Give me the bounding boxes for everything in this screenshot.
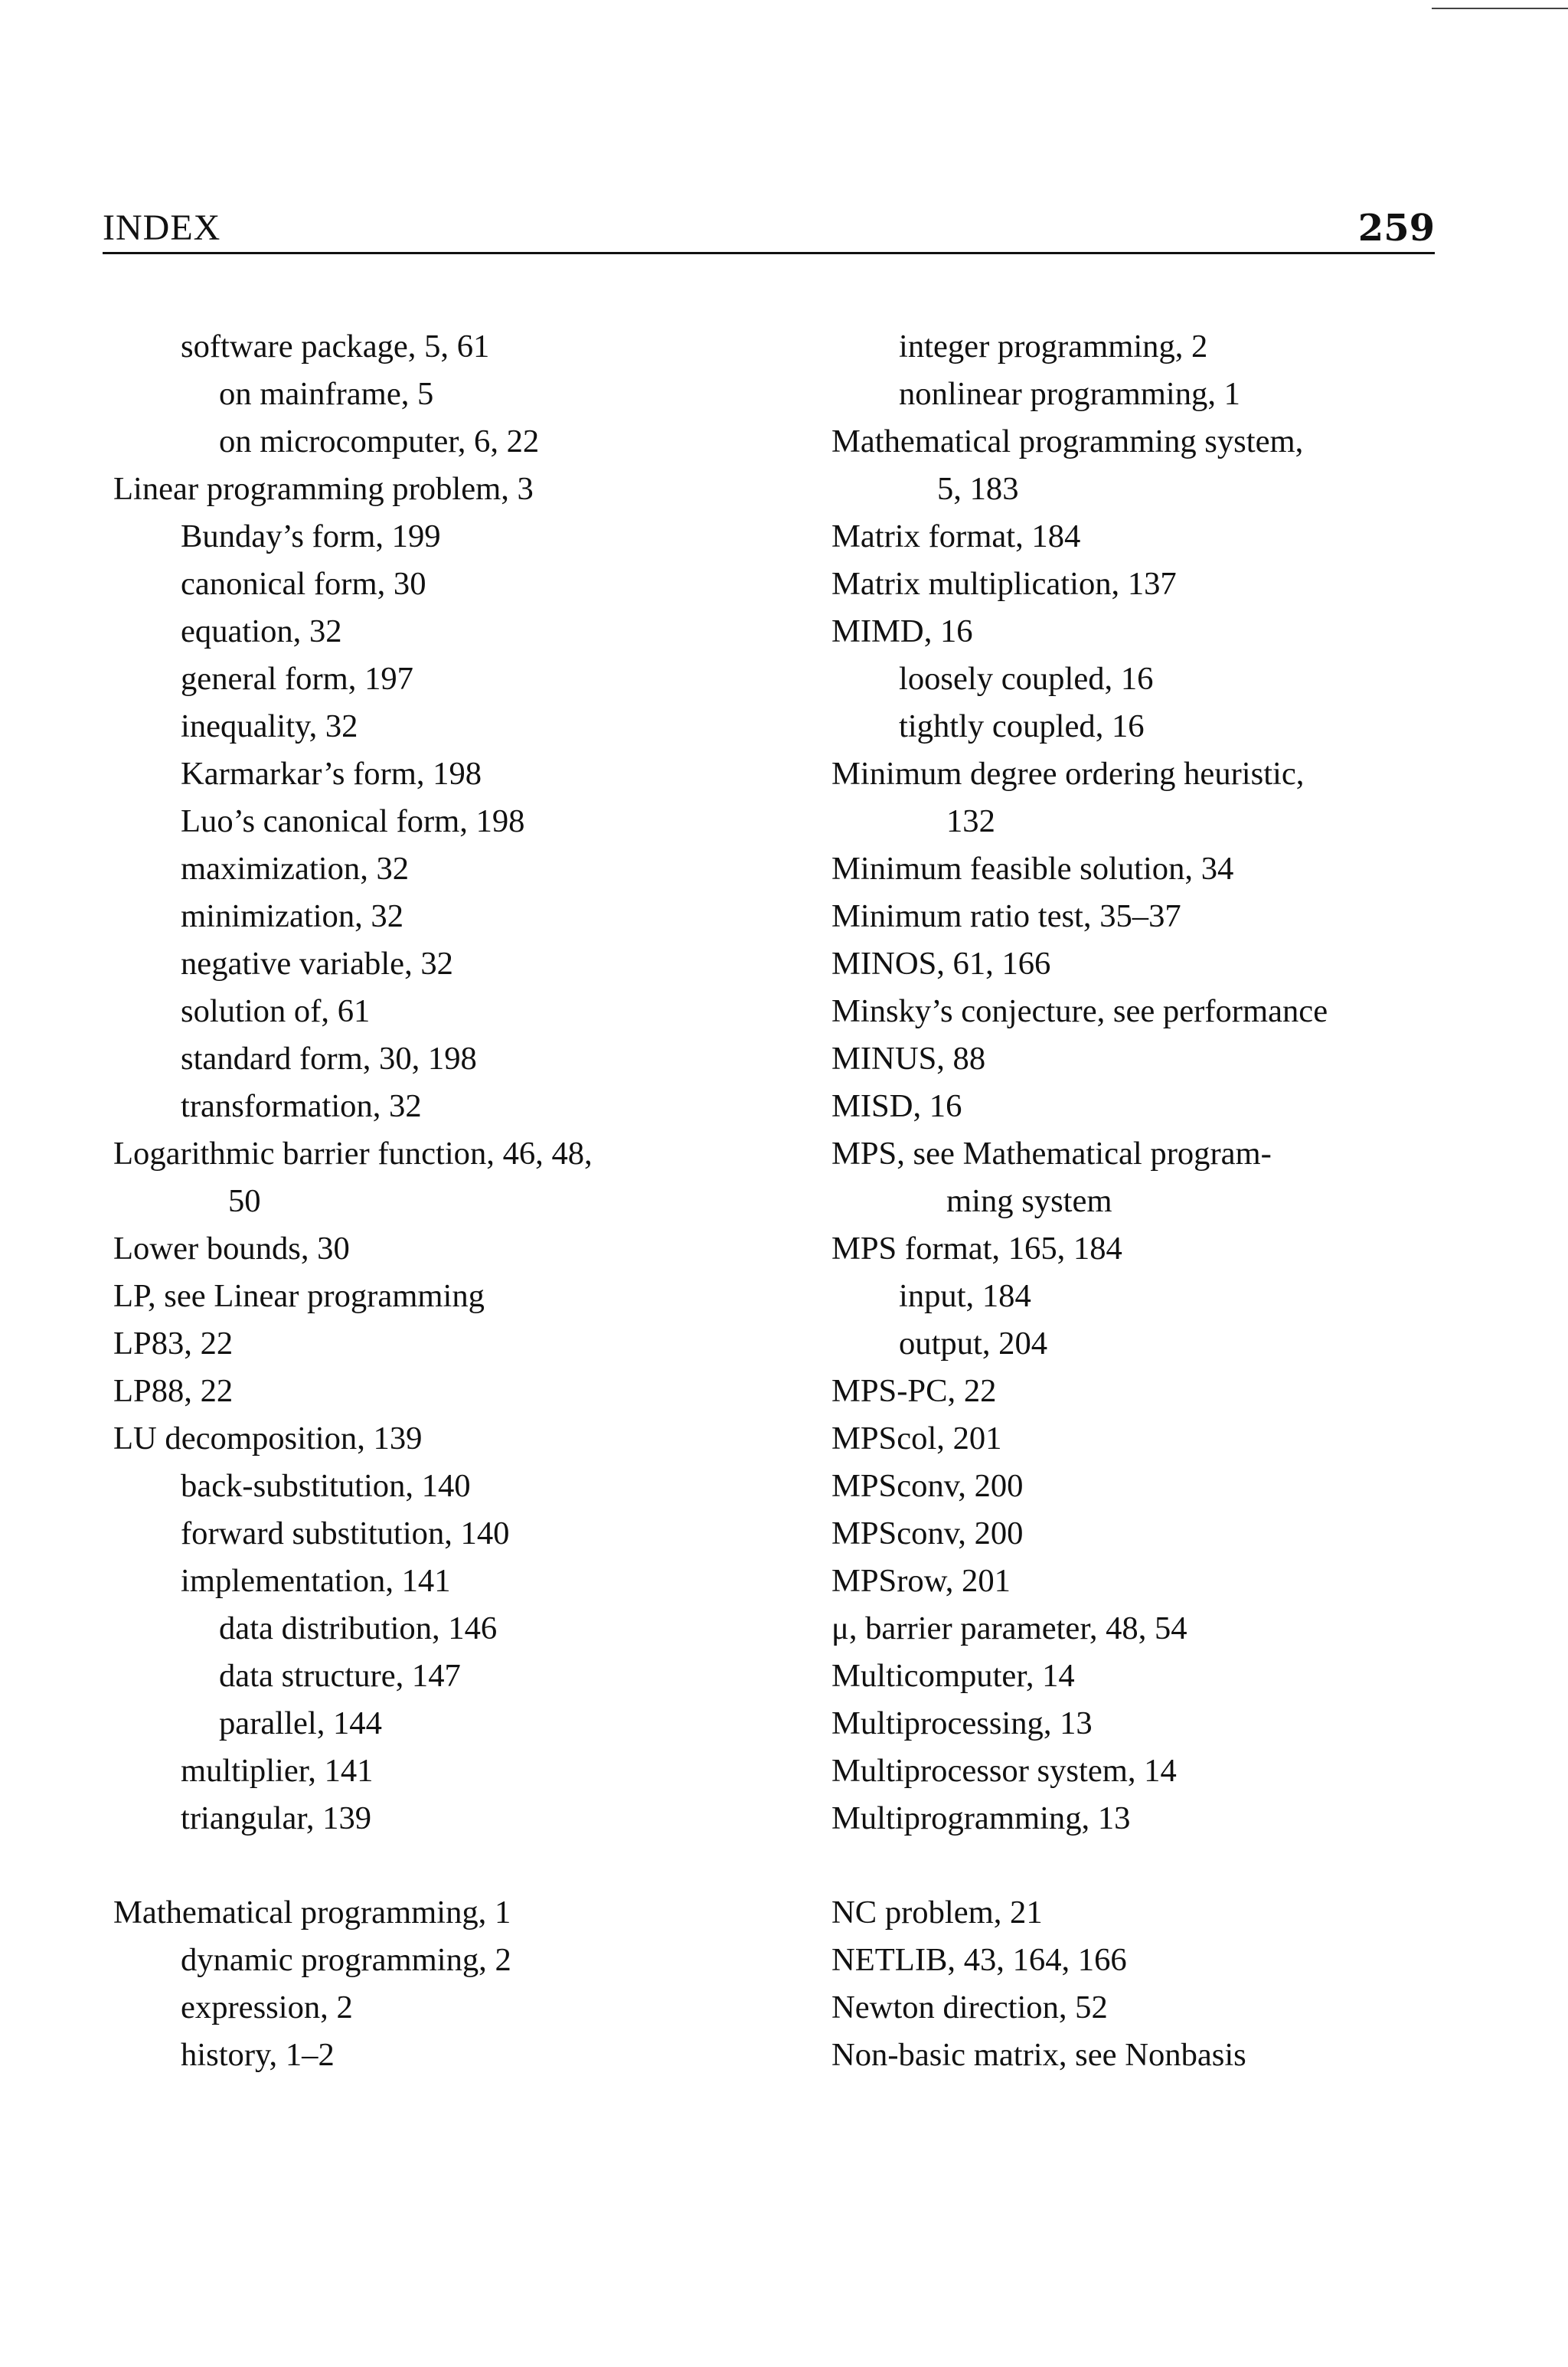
- index-entry: back-substitution, 140: [181, 1468, 471, 1504]
- index-entry: implementation, 141: [181, 1563, 451, 1599]
- page-header: [103, 201, 1435, 254]
- index-entry: MPScol, 201: [831, 1421, 1002, 1456]
- running-head: INDEX: [103, 208, 221, 248]
- index-column-right: [0, 323, 1328, 1842]
- index-entry: triangular, 139: [181, 1800, 372, 1836]
- index-entry: negative variable, 32: [181, 946, 453, 982]
- index-entry: Linear programming problem, 3: [113, 471, 534, 507]
- index-entry: tightly coupled, 16: [899, 708, 1145, 744]
- index-entry: Luo’s canonical form, 198: [181, 803, 525, 839]
- index-entry: expression, 2: [181, 1989, 353, 2025]
- index-entry: Multiprocessing, 13: [831, 1705, 1093, 1741]
- index-entry: general form, 197: [181, 661, 413, 697]
- index-entry: inequality, 32: [181, 708, 358, 744]
- index-entry: MPSrow, 201: [831, 1563, 1011, 1599]
- index-entry: NC problem, 21: [831, 1895, 1043, 1931]
- index-entry: Minimum degree ordering heuristic,: [831, 756, 1305, 792]
- index-entry: Logarithmic barrier function, 46, 48,: [113, 1136, 593, 1172]
- index-entry: MPS format, 165, 184: [831, 1231, 1122, 1267]
- index-entry: MINUS, 88: [831, 1041, 986, 1077]
- index-entry: integer programming, 2: [899, 329, 1208, 365]
- index-entry: 132: [946, 803, 995, 839]
- index-entry: history, 1–2: [181, 2037, 335, 2073]
- index-entry: Mathematical programming system,: [831, 423, 1304, 459]
- index-entry: LP83, 22: [113, 1326, 234, 1362]
- index-section-n: [0, 1889, 1246, 2079]
- index-entry: Minimum feasible solution, 34: [831, 851, 1234, 887]
- index-entry: MPSconv, 200: [831, 1515, 1024, 1551]
- index-entry: MPSconv, 200: [831, 1468, 1024, 1504]
- index-entry: MPS-PC, 22: [831, 1373, 997, 1409]
- index-entry: MPS, see Mathematical program-: [831, 1136, 1272, 1172]
- index-entry: Non-basic matrix, see Nonbasis: [831, 2037, 1246, 2073]
- index-entry: ming system: [946, 1183, 1112, 1219]
- index-entry: Newton direction, 52: [831, 1989, 1108, 2025]
- index-entry: MISD, 16: [831, 1088, 962, 1124]
- index-entry: Minsky’s conjecture, see performance: [831, 993, 1328, 1029]
- index-entry: output, 204: [899, 1326, 1048, 1362]
- index-entry: μ, barrier parameter, 48, 54: [831, 1610, 1187, 1646]
- index-entry: MINOS, 61, 166: [831, 946, 1051, 982]
- index-entry: on mainframe, 5: [219, 376, 434, 412]
- index-entry: multiplier, 141: [181, 1753, 374, 1789]
- index-entry: Matrix multiplication, 137: [831, 566, 1177, 602]
- index-entry: LP, see Linear programming: [113, 1278, 485, 1314]
- index-entry: Multiprocessor system, 14: [831, 1753, 1177, 1789]
- index-entry: dynamic programming, 2: [181, 1942, 511, 1978]
- index-entry: data distribution, 146: [219, 1610, 498, 1646]
- index-entry: MIMD, 16: [831, 613, 973, 649]
- index-entry: Bunday’s form, 199: [181, 518, 441, 554]
- index-entry: on microcomputer, 6, 22: [219, 423, 540, 459]
- index-entry: 5, 183: [937, 471, 1019, 507]
- index-entry: standard form, 30, 198: [181, 1041, 477, 1077]
- index-entry: Matrix format, 184: [831, 518, 1081, 554]
- index-entry: Minimum ratio test, 35–37: [831, 898, 1181, 934]
- index-entry: Multicomputer, 14: [831, 1658, 1075, 1694]
- index-entry: Lower bounds, 30: [113, 1231, 350, 1267]
- index-entry: loosely coupled, 16: [899, 661, 1154, 697]
- index-entry: Multiprogramming, 13: [831, 1800, 1131, 1836]
- index-entry: 50: [228, 1183, 261, 1219]
- index-entry: nonlinear programming, 1: [899, 376, 1240, 412]
- index-entry: LU decomposition, 139: [113, 1421, 423, 1456]
- index-entry: minimization, 32: [181, 898, 404, 934]
- index-entry: Karmarkar’s form, 198: [181, 756, 482, 792]
- index-entry: Mathematical programming, 1: [113, 1895, 511, 1931]
- index-entry: canonical form, 30: [181, 566, 426, 602]
- corner-rule: [1432, 8, 1568, 9]
- header-rule: [103, 252, 1435, 254]
- index-entry: data structure, 147: [219, 1658, 461, 1694]
- index-entry: software package, 5, 61: [181, 329, 490, 365]
- index-entry: input, 184: [899, 1278, 1031, 1314]
- index-entry: forward substitution, 140: [181, 1515, 510, 1551]
- index-entry: maximization, 32: [181, 851, 410, 887]
- page-number: 259: [1357, 207, 1435, 250]
- index-entry: parallel, 144: [219, 1705, 382, 1741]
- index-entry: LP88, 22: [113, 1373, 234, 1409]
- index-entry: NETLIB, 43, 164, 166: [831, 1942, 1127, 1978]
- index-entry: equation, 32: [181, 613, 342, 649]
- index-entry: solution of, 61: [181, 993, 371, 1029]
- index-entry: transformation, 32: [181, 1088, 422, 1124]
